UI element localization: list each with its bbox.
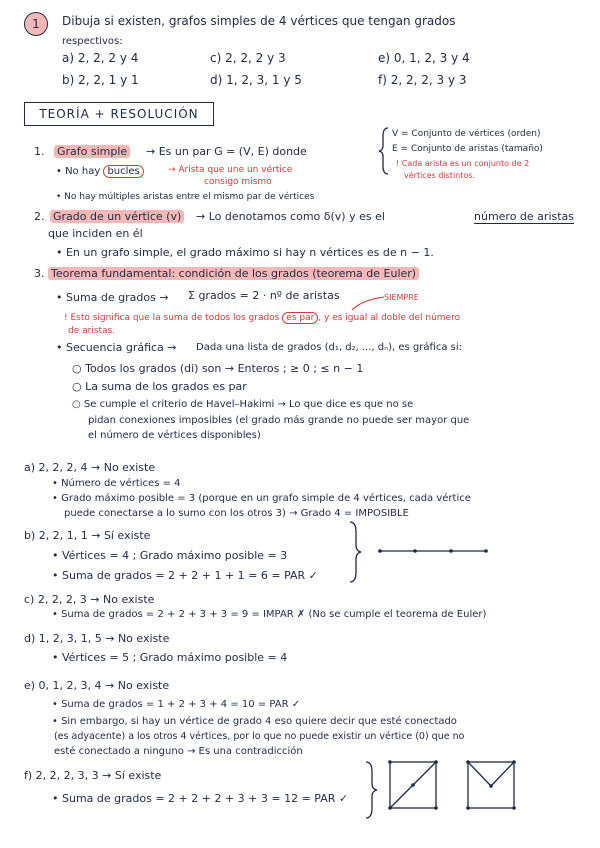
s3-cond-3a: ○ Se cumple el criterio de Havel–Hakimi → Lo que dice es que no se — [72, 399, 414, 410]
answer-f-l1: • Suma de grados = 2 + 2 + 2 + 3 + 3 = 12 = PAR ✓ — [52, 792, 349, 805]
answer-f-brace — [366, 762, 377, 818]
answer-e-l3: (es adyacente) a los otros 4 vértices, por lo que no puede existir un vértice (0) que no — [54, 731, 465, 742]
s1-number: 1. — [34, 145, 45, 158]
answer-b-l2: • Suma de grados = 2 + 2 + 1 + 1 = 6 = PAR ✓ — [52, 569, 318, 582]
s3-cond-2: ○ La suma de los grados es par — [72, 380, 247, 393]
answer-b-l1: • Vértices = 4 ; Grado máximo posible = 3 — [52, 549, 288, 562]
option-d: d) 1, 2, 3, 1 y 5 — [210, 73, 302, 87]
s3-note-b: , y es igual al doble del número — [318, 313, 461, 323]
exercise-number: 1 — [24, 12, 48, 36]
s1-term-text: Grafo simple — [54, 145, 130, 158]
s1-loop-note-1: → Arista que une un vértice — [168, 165, 293, 175]
answer-c-head: c) 2, 2, 2, 3 → No existe — [24, 593, 155, 606]
s2-bullet: • En un grafo simple, el grado máximo si hay n vértices es de n − 1. — [56, 246, 434, 259]
graph-f-1 — [388, 760, 438, 810]
s3-seq-def: Dada una lista de grados (d₁, d₂, ..., dₙ), es gráfica si: — [196, 342, 462, 353]
answer-a-head: a) 2, 2, 2, 4 → No existe — [24, 461, 156, 474]
s1-note-2: vértices distintos. — [404, 171, 475, 180]
answer-e-l2: • Sin embargo, si hay un vértice de grado 4 eso quiere decir que esté conectado — [52, 716, 457, 727]
answer-a-l2: • Grado máximo posible = 3 (porque en un grafo simple de 4 vértices, cada vértice — [52, 493, 471, 504]
answer-f-head: f) 2, 2, 2, 3, 3 → Sí existe — [24, 769, 162, 782]
option-b: b) 2, 2, 1 y 1 — [62, 73, 139, 87]
s3-cond-1: ○ Todos los grados (di) son → Enteros ; ≥ 0 ; ≤ n − 1 — [72, 362, 364, 375]
siempre-arrow — [352, 297, 384, 310]
s3-note-par: es par — [282, 312, 318, 324]
s3-cond-3c: el número de vértices disponibles) — [88, 430, 261, 441]
option-f: f) 2, 2, 2, 3 y 3 — [378, 73, 467, 87]
s3-term-text: Teorema fundamental: condición de los grados (teorema de Euler) — [48, 267, 419, 280]
s1-definition: → Es un par G = (V, E) donde — [146, 145, 307, 158]
s3-sum-formula: Σ grados = 2 · nº de aristas — [188, 289, 340, 302]
s1-brace-e: E = Conjunto de aristas (tamaño) — [392, 144, 543, 154]
graph-b-path — [378, 549, 488, 553]
option-c: c) 2, 2, 2 y 3 — [210, 51, 286, 65]
s3-number: 3. — [34, 267, 45, 280]
s2-number: 2. — [34, 210, 45, 223]
s3-note-c: de aristas. — [68, 326, 116, 336]
option-a: a) 2, 2, 2 y 4 — [62, 51, 139, 65]
s3-sum-pre: • Suma de grados → — [56, 291, 169, 304]
s2-term-text: Grado de un vértice (v) — [50, 210, 184, 223]
s1-bullet-1-word: bucles — [103, 165, 143, 178]
theory-title: TEORÍA + RESOLUCIÓN — [24, 102, 214, 126]
prompt-line-1: Dibuja si existen, grafos simples de 4 vértices que tengan grados — [62, 14, 456, 28]
s3-siempre: SIEMPRE — [384, 293, 419, 302]
answer-d-head: d) 1, 2, 3, 1, 5 → No existe — [24, 632, 170, 645]
s2-def-a: → Lo denotamos como δ(v) y es el — [196, 210, 385, 223]
s3-seq-pre: • Secuencia gráfica → — [56, 341, 177, 354]
s1-note-1: ! Cada arista es un conjunto de 2 — [396, 159, 530, 168]
s1-bullet-2: • No hay múltiples aristas entre el mismo par de vértices — [56, 192, 315, 202]
answer-b-head: b) 2, 2, 1, 1 → Sí existe — [24, 529, 151, 542]
option-e: e) 0, 1, 2, 3 y 4 — [378, 51, 470, 65]
s3-note-a: ! Esto significa que la suma de todos los grados — [64, 313, 280, 323]
s1-loop-note-2: consigo mismo — [204, 177, 272, 187]
s2-def-b: número de aristas — [474, 210, 575, 223]
s2-def-c: que inciden en él — [48, 227, 143, 240]
answer-e-l1: • Suma de grados = 1 + 2 + 3 + 4 = 10 = PAR ✓ — [52, 699, 301, 710]
s1-bullet-1-pre: • No hay — [56, 166, 101, 177]
answer-b-brace — [350, 522, 361, 582]
s1-brace-v: V = Conjunto de vértices (orden) — [392, 129, 541, 139]
definition-brace — [379, 128, 388, 174]
graph-f-2 — [466, 760, 516, 810]
s3-cond-3b: pidan conexiones imposibles (el grado más grande no puede ser mayor que — [88, 415, 470, 426]
answer-d-l1: • Vértices = 5 ; Grado máximo posible = 4 — [52, 651, 288, 664]
answer-a-l3: puede conectarse a lo sumo con los otros 3) → Grado 4 = IMPOSIBLE — [64, 508, 409, 519]
answer-a-l1: • Número de vértices = 4 — [52, 478, 181, 489]
answer-c-l1: • Suma de grados = 2 + 2 + 3 + 3 = 9 = IMPAR ✗ (No se cumple el teorema de Euler) — [52, 609, 487, 620]
answer-e-l4: esté conectado a ninguno → Es una contradicción — [54, 746, 303, 757]
prompt-line-2: respectivos: — [62, 36, 123, 47]
answer-e-head: e) 0, 1, 2, 3, 4 → No existe — [24, 679, 170, 692]
